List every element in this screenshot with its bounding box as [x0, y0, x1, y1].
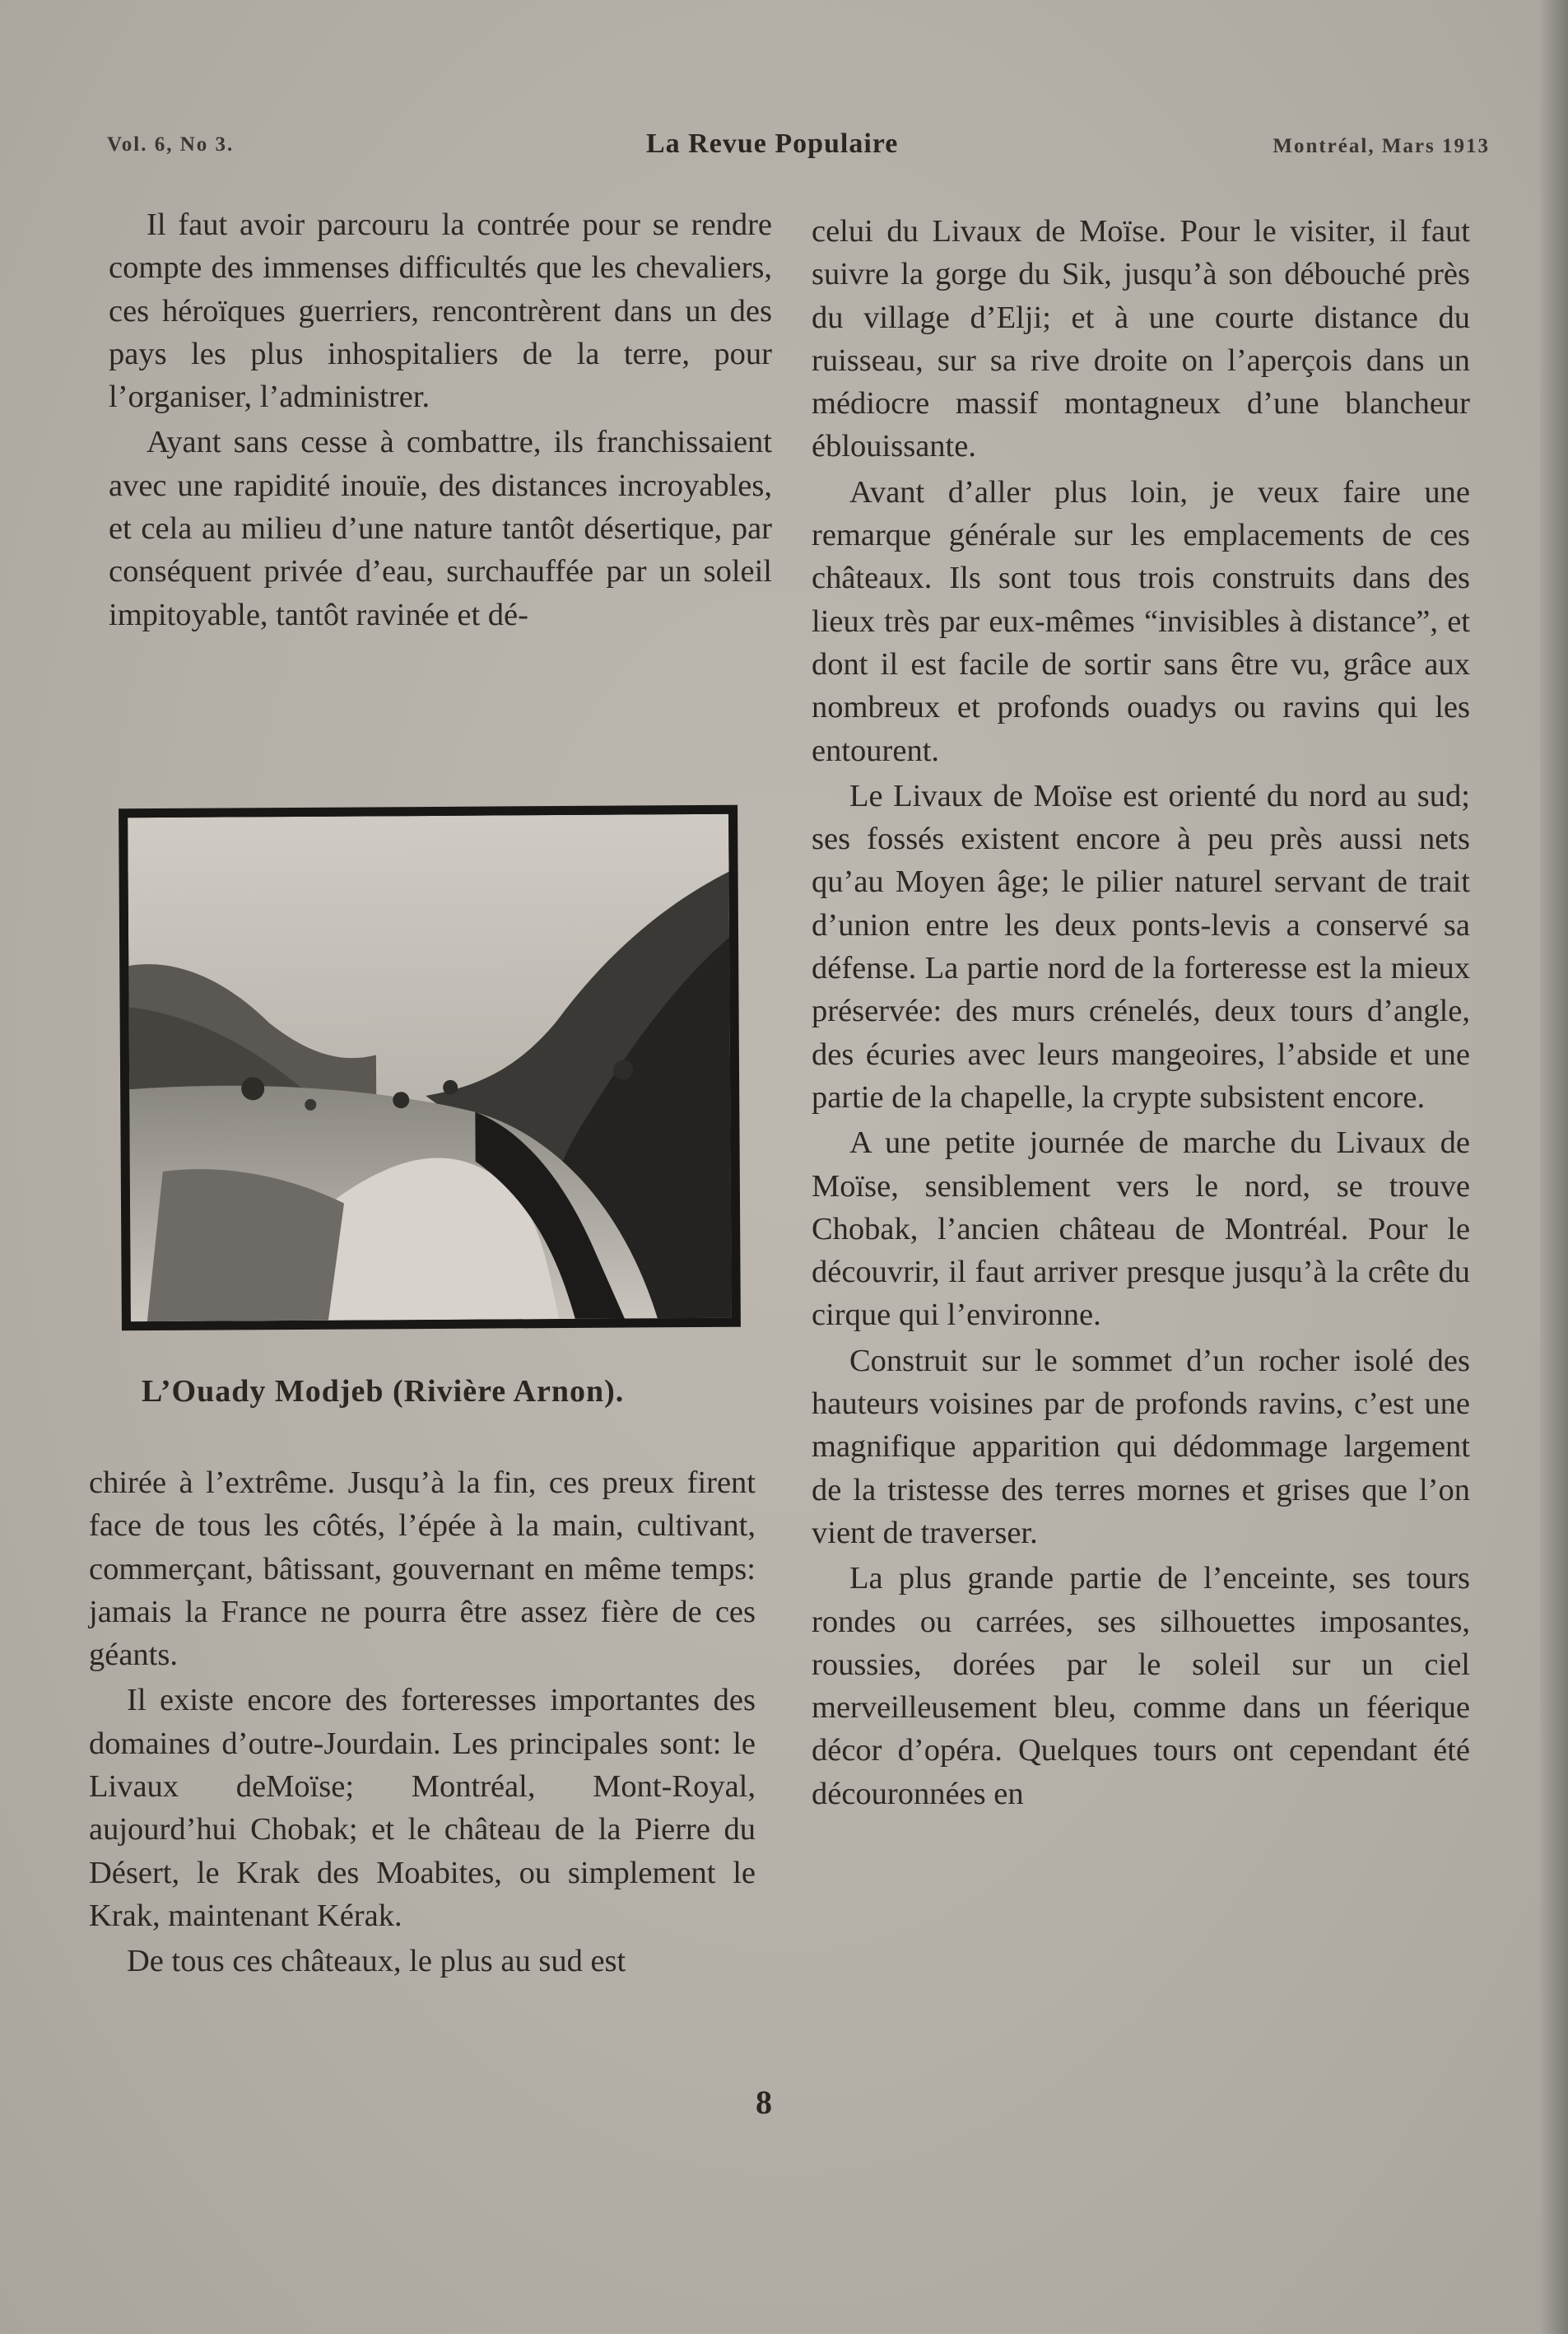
place-date: Montréal, Mars 1913	[1273, 135, 1490, 157]
paragraph: De tous ces châteaux, le plus au sud est	[127, 1944, 626, 1979]
paragraph: Il existe encore des forteresses importantes des domaines d’outre-Jourdain. Les principales sont: le Livaux deMoïse; Montréal, Mont-Royal, aujourd’hui Chobak; et le château de la Pierre du Désert, le Krak des Moabites, ou simplement le Krak, maintenant Kérak.	[89, 1683, 756, 1933]
running-header	[107, 130, 1490, 171]
journal-title: La Revue Populaire	[646, 128, 899, 159]
left-column-top	[109, 203, 772, 636]
paragraph: chirée à l’extrême. Jusqu’à la fin, ces preux firent face de tous les côtés, l’épée à la main, cultivant, commerçant, bâtissant, gouvernant en même temps: jamais la France ne pourra être assez fière de ces géants.	[89, 1465, 756, 1673]
page-number: 8	[756, 2084, 772, 2121]
paragraph: Le Livaux de Moïse est orienté du nord au sud; ses fossés existent encore à peu près aussi nets qu’au Moyen âge; le pilier naturel servant de trait d’union entre les deux ponts-levis a conservé sa défense. La partie nord de la forteresse est la mieux préservée: des murs crénelés, deux tours d’angle, des écuries avec leurs mangeoires, l’abside et une partie de la chapelle, la crypte subsistent encore.	[812, 778, 1470, 1115]
paragraph: A une petite journée de marche du Livaux de Moïse, sensiblement vers le nord, se trouve Chobak, l’ancien château de Montréal. Pour le découvrir, il faut arriver presque jusqu’à la crête du cirque qui l’environne.	[812, 1125, 1470, 1333]
page-edge	[1540, 0, 1568, 2334]
paragraph: La plus grande partie de l’enceinte, ses tours rondes ou carrées, ses silhouettes imposantes, roussies, dorées par le soleil sur un ciel merveilleusement bleu, comme dans un féerique décor d’opéra. Quelques tours ont cependant été découronnées en	[812, 1561, 1470, 1811]
paragraph: Avant d’aller plus loin, je veux faire une remarque générale sur les emplacements de ces châteaux. Ils sont tous trois construits dans des lieux très par eux-mêmes “invisibles à distance”, et dont il est facile de sortir sans être vu, grâce aux nombreux et profonds ouadys ou ravins qui les entourent.	[812, 474, 1470, 768]
paragraph: Il faut avoir parcouru la contrée pour se rendre compte des immenses difficultés que les chevaliers, ces héroïques guerriers, rencontrèrent dans un des pays les plus inhospitaliers de la terre, pour l’organiser, l’administrer.	[109, 207, 772, 415]
right-column	[812, 210, 1470, 1815]
left-column-bottom	[89, 1461, 756, 1983]
valley-photograph	[119, 805, 741, 1331]
photo-caption: L’Ouady Modjeb (Rivière Arnon).	[142, 1374, 625, 1409]
paragraph: Construit sur le sommet d’un rocher isolé des hauteurs voisines par de profonds ravins, c’est une magnifique apparition qui dédommage largement de la tristesse des terres mornes et grises que l’on vient de traverser.	[812, 1343, 1470, 1550]
paragraph: Ayant sans cesse à combattre, ils franchissaient avec une rapidité inouïe, des distances incroyables, et cela au milieu d’une nature tantôt désertique, par conséquent privée d’eau, surchauffée par un soleil impitoyable, tantôt ravinée et dé-	[109, 425, 772, 632]
photo-image	[128, 814, 732, 1321]
paragraph: celui du Livaux de Moïse. Pour le visiter, il faut suivre la gorge du Sik, jusqu’à son débouché près du village d’Elji; et à une courte distance du ruisseau, sur sa rive droite on l’aperçois dans un médiocre massif montagneux d’une blancheur éblouissante.	[812, 214, 1470, 464]
volume-label: Vol. 6, No 3.	[107, 133, 235, 156]
